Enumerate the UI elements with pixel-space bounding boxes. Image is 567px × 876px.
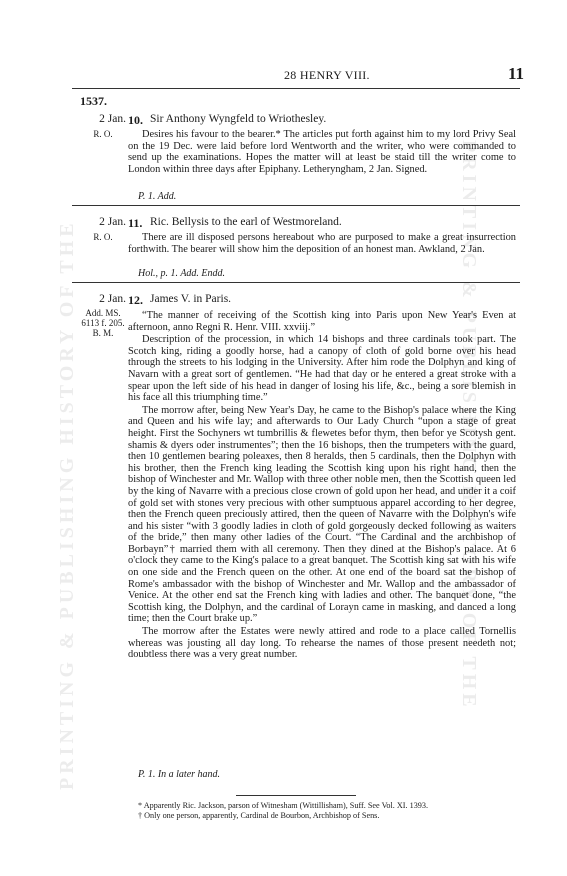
header-rule (72, 88, 520, 89)
running-header (0, 64, 567, 86)
entry-number: 10. (128, 113, 143, 127)
footnote-rule (236, 795, 356, 796)
entry-date: 2 Jan. (99, 293, 126, 305)
entry-number: 11. (128, 216, 143, 230)
entry-footer: Hol., p. 1. Add. Endd. (138, 268, 226, 279)
entry-divider (72, 205, 520, 206)
watermark: PRINTING & PUBLISHING HISTORY OF THE (458, 140, 480, 711)
entry-footer: P. 1. In a later hand. (138, 769, 221, 780)
entry-paragraph: There are ill disposed persons hereabout who are purposed to make a great insurrection forthwith. The bearer will show him the deposition of an honest man. Awkland, 2 Jan. (128, 232, 516, 255)
entry-title: James V. in Paris. (150, 293, 232, 305)
page-number: 11 (508, 64, 525, 83)
entry-paragraph: Description of the procession, in which 14 bishops and three cardinals took part. The Scotch king, riding a goodly horse, had a canopy of cloth of gold borne over his head through the streets to his lodging in the University. After him rode the Dolphyn and king of Navarn with a great sort of gentlemen. “He had that day or he entered a great stroke with a spear upon the left side of his head in danger of losing his life, &c., being a sore blemish in his face all this triumphing time.” (128, 334, 516, 404)
entry-source-line: Add. MS. (85, 308, 121, 318)
entry-paragraph: The morrow after the Estates were newly attired and rode to a place called Tornellis whereas was jousting all day long. To rehearse the names of those present needeth not; doubtless there was a very great number. (128, 626, 516, 661)
footnote: † Only one person, apparently, Cardinal de Bourbon, Archbishop of Sens. (138, 810, 380, 820)
footnotes (128, 801, 516, 820)
entry-number: 12. (128, 293, 143, 307)
entry-source-line: B. M. (92, 328, 114, 338)
footnote: * Apparently Ric. Jackson, parson of Witnesham (Wittillisham), Suff. See Vol. XI. 1393. (138, 801, 429, 810)
entry-date: 2 Jan. (99, 216, 126, 228)
entry-paragraph: The morrow after, being New Year's Day, he came to the Bishop's palace where the King and Queen and his wife lay; and afterwards to Our Lady Church “upon a stage of great height. First the Sochyners wt tumbrillis & flewetes befor thym, then befor ye Scotysh gent. shamis & dyers oder instrumentes”; then the 16 bishops, then the trumpeters with the guard, then 10 gentlemen bearing poleaxes, then 8 heralds, then 5 cardinals, then the Dolphyn with his brother, then the French king leading the Scottish king upon his right hand, then the bishop of Winchester and Mr. Wallop with three other noble men, then the Scottish queen led by the king of Navarre with a precious close crown of gold upon her head, and under it a coif of gold set with stones very precious with other sumptuous apparel according to her degree, then the French queen preciously attired, then the queen of Navarre with the Dolphyn's wife and his sister “with 3 goodly ladies in cloth of gold gorgeously decked following as waiters of the bride,” then many other ladies of the Court. “The Cardinal and the archbishop of Borbayn”† married them with all ceremony. Then they dined at the Bishop's palace. At 6 o'clock they came to the King's palace to a great banquet. The Scottish king sat with his wife on one side and the French queen on the other. At one end of the board sat the bishop of Rome's ambassador with the bishop of Winchester and Mr. Wallop and the ambassador of Venice. At the other end sat the French king with ladies and other. The banquet done, “the Scottish king, the Dolphyn, and the cardinal of Lorayn came in masking, and danced a long time; then the Court brake up.” (128, 404, 516, 625)
year-label: 1537. (80, 94, 107, 108)
watermark-lower: PRINTING & PUBLISHING HISTORY OF THE (56, 219, 78, 790)
entry-body (128, 129, 516, 175)
entry-divider (72, 282, 520, 283)
entry-body (128, 232, 516, 255)
entry-paragraph: Desires his favour to the bearer.* The articles put forth against him to my lord Privy Seal on the 19 Dec. were laid before lord Wentworth and the writer, who were commanded to send up the examinations. Hopes the matter will at least be staid till the writer come to London within three days after Epiphany. Letheryngham, 2 Jan. Signed. (128, 129, 516, 175)
entry-paragraph: “The manner of receiving of the Scottish king into Paris upon New Year's Even at afternoon, anno Regni R. Henr. VIII. xxviij.” (128, 310, 516, 333)
entry-date: 2 Jan. (99, 113, 126, 125)
entry-source: R. O. (93, 232, 113, 242)
entry-title: Sir Anthony Wyngfeld to Wriothesley. (150, 113, 327, 125)
entry-source-line: 6113 f. 205. (81, 318, 125, 328)
entry-footer: P. 1. Add. (138, 191, 177, 202)
entry-body (128, 310, 516, 661)
running-title: 28 HENRY VIII. (284, 68, 370, 82)
entry-title: Ric. Bellysis to the earl of Westmoreland. (150, 216, 342, 228)
entry-source: R. O. (93, 129, 113, 139)
